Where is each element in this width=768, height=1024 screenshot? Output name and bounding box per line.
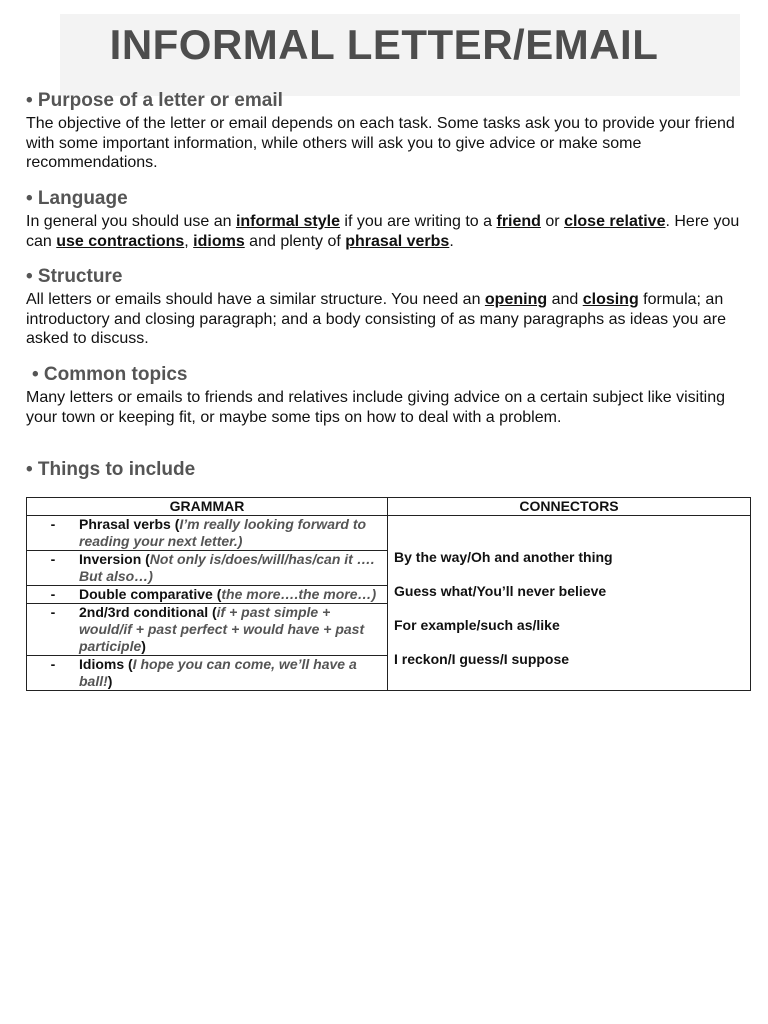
grammar-item (79, 516, 381, 550)
list-item: For example/such as/like (394, 617, 560, 633)
keyword-opening: opening (484, 291, 548, 308)
grammar-example: I’m really looking forward to reading your next letter.) (79, 516, 367, 549)
grammar-cell (27, 551, 388, 586)
keyword-use-contractions: use contractions (56, 232, 185, 250)
grammar-cell (27, 656, 388, 691)
grammar-label: Inversion ( (79, 551, 150, 567)
text-fragment: , (184, 232, 194, 250)
grammar-label: Phrasal verbs ( (79, 516, 180, 532)
grammar-label: Idioms ( (79, 656, 133, 672)
connectors-list (394, 516, 750, 685)
text-fragment: if you are writing to a (339, 213, 497, 230)
text-fragment: In general you should use an (26, 213, 236, 230)
list-item: I reckon/I guess/I suppose (394, 651, 570, 667)
text-fragment: All letters or emails should have a similar structure. You need an (26, 291, 485, 308)
connectors-cell (388, 516, 751, 691)
header-grammar: GRAMMAR (27, 498, 388, 516)
grammar-close: ) (141, 638, 146, 654)
text-fragment: and (547, 291, 583, 308)
text-fragment: formula; an introductory and closing paragraph; and a body consisting of as many paragraphs as ideas you are asked to discuss. (26, 291, 726, 347)
section-structure (26, 266, 746, 349)
section-purpose (26, 90, 746, 173)
grammar-example: if + past simple + would/if + past perfect + would have + past participle (79, 604, 365, 654)
heading-structure: • Structure (26, 266, 123, 287)
bullet-dash: - (50, 604, 56, 620)
list-item: By the way/Oh and another thing (394, 549, 613, 565)
grammar-item (79, 656, 381, 690)
grammar-example: the more….the more…) (221, 586, 377, 602)
grammar-item (79, 604, 381, 655)
section-things-to-include (26, 459, 746, 481)
grammar-cell (27, 586, 388, 604)
text-common-topics: Many letters or emails to friends and relatives include giving advice on a certain subject like visiting your town or keeping fit, or maybe some tips on how to deal with a problem. (26, 389, 726, 426)
section-language (26, 188, 746, 251)
grammar-example: I hope you can come, we’ll have a ball! (79, 656, 357, 689)
heading-purpose: • Purpose of a letter or email (26, 90, 283, 111)
grammar-close: ) (107, 673, 113, 689)
bullet-dash: - (50, 516, 56, 532)
heading-common-topics: • Common topics (32, 364, 188, 385)
text-purpose: The objective of the letter or email depends on each task. Some tasks ask you to provide your friend with some important information, while others will ask you to give advice or make some recommendations. (26, 115, 735, 171)
text-fragment: or (540, 213, 565, 230)
page-title: INFORMAL LETTER/EMAIL (109, 21, 659, 68)
keyword-idioms: idioms (193, 232, 245, 250)
include-table (26, 497, 751, 691)
list-item: Guess what/You’ll never believe (394, 583, 607, 599)
text-fragment: . (449, 232, 454, 250)
grammar-label: Double comparative ( (79, 586, 222, 602)
grammar-cell (27, 604, 388, 656)
text-fragment: . Here you can (26, 213, 740, 250)
text-language (26, 212, 746, 251)
table-header-row (27, 498, 751, 516)
bullet-dash: - (50, 551, 56, 567)
bullet-dash: - (50, 656, 56, 672)
table-row (27, 516, 751, 551)
keyword-friend: friend (496, 213, 541, 230)
grammar-item (79, 586, 381, 603)
header-connectors: CONNECTORS (388, 498, 751, 516)
heading-things-to-include: • Things to include (26, 459, 196, 480)
text-fragment: and plenty of (244, 232, 346, 250)
grammar-example: Not only is/does/will/has/can it …. But also…) (79, 551, 375, 584)
keyword-phrasal-verbs: phrasal verbs (345, 232, 450, 250)
keyword-closing: closing (582, 291, 639, 308)
keyword-close-relative: close relative (564, 213, 666, 230)
grammar-cell (27, 516, 388, 551)
section-common-topics (26, 364, 746, 427)
heading-language: • Language (26, 188, 128, 209)
bullet-dash: - (50, 586, 56, 602)
grammar-item (79, 551, 381, 585)
keyword-informal-style: informal style (235, 213, 340, 230)
text-structure (26, 290, 746, 349)
grammar-label: 2nd/3rd conditional ( (79, 604, 217, 620)
